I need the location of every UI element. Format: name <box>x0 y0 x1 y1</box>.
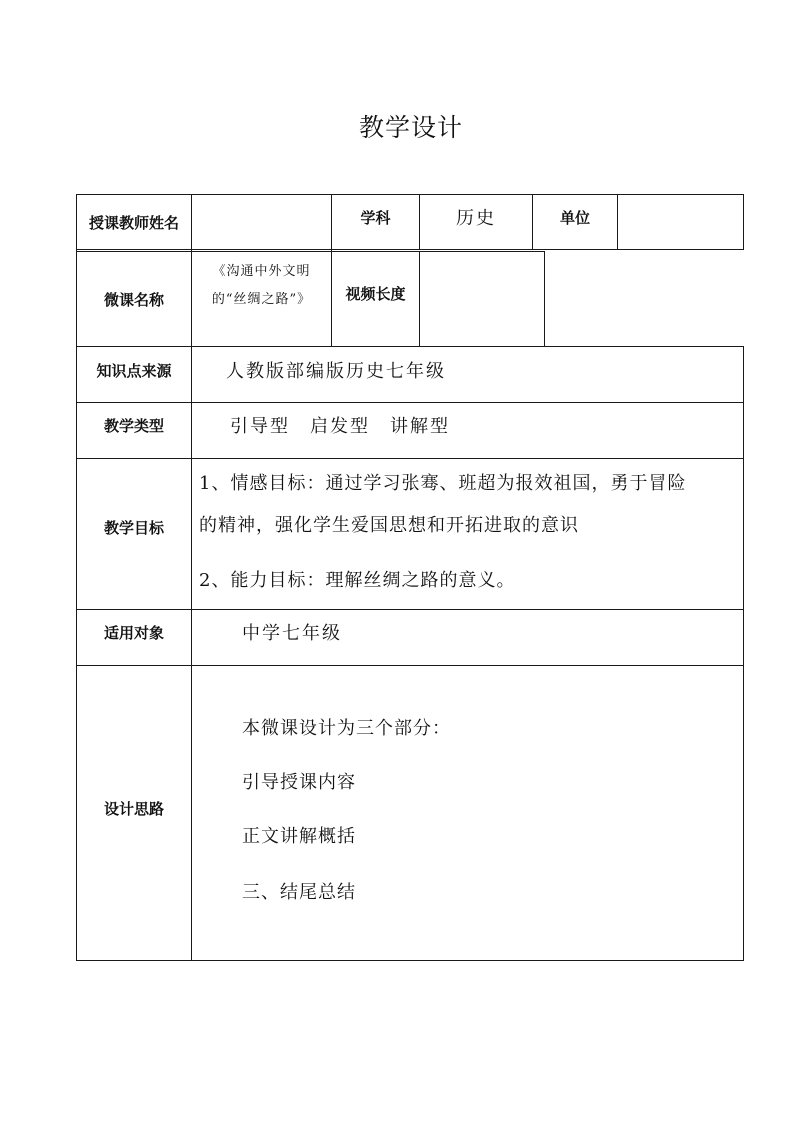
design-label: 设计思路 <box>103 799 164 818</box>
unit-label: 单位 <box>559 208 590 227</box>
teaching-goal-line: 1、情感目标：通过学习张骞、班超为报效祖国，勇于冒险 <box>199 473 687 494</box>
unit-value <box>625 195 735 249</box>
teaching-type-value: 引导型 启发型 讲解型 <box>230 416 450 437</box>
video-length-label: 视频长度 <box>345 284 406 303</box>
audience-label: 适用对象 <box>103 623 164 642</box>
table-border <box>419 251 420 347</box>
table-border <box>617 194 618 250</box>
subject-label: 学科 <box>360 208 391 227</box>
teaching-goal-label: 教学目标 <box>103 518 164 537</box>
table-border <box>544 251 545 347</box>
teacher-name-value <box>200 195 325 249</box>
table-border <box>76 960 744 961</box>
teaching-goal-line: 2、能力目标：理解丝绸之路的意义。 <box>199 570 516 591</box>
video-length-value <box>428 252 538 346</box>
subject-value: 历史 <box>456 208 496 229</box>
design-line: 本微课设计为三个部分： <box>242 718 451 739</box>
audience-value: 中学七年级 <box>242 623 342 644</box>
table-border <box>76 249 744 250</box>
design-line: 正文讲解概括 <box>242 826 356 847</box>
teaching-type-label: 教学类型 <box>103 416 164 435</box>
design-line: 引导授课内容 <box>242 772 356 793</box>
course-name-line: 的“丝绸之路”》 <box>211 292 312 307</box>
course-name-label: 微课名称 <box>103 290 164 309</box>
table-border <box>419 194 420 250</box>
source-value: 人教版部编版历史七年级 <box>226 361 446 382</box>
page-title: 教学设计 <box>358 113 463 142</box>
teaching-goal-line: 的精神，强化学生爱国思想和开拓进取的意识 <box>199 515 579 536</box>
teacher-name-label: 授课教师姓名 <box>88 213 179 232</box>
source-label: 知识点来源 <box>96 361 172 380</box>
course-name-value <box>192 258 331 314</box>
table-border <box>743 194 744 250</box>
table-border <box>743 346 744 961</box>
course-name-line: 《沟通中外文明 <box>212 264 311 279</box>
design-line: 三、结尾总结 <box>242 882 356 903</box>
